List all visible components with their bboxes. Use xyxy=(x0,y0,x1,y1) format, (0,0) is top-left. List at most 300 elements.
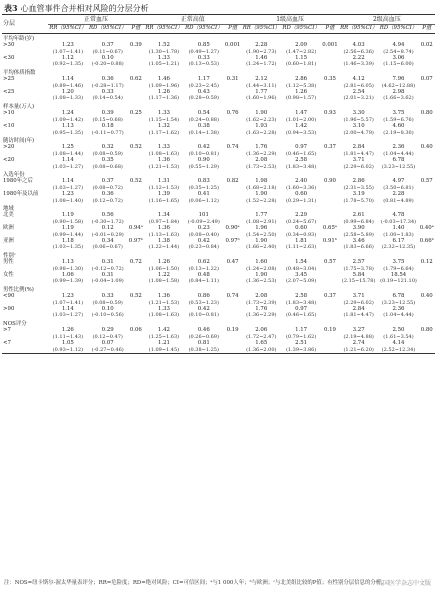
cell-ci: (0.13~1.22) xyxy=(188,265,219,272)
cell-value: 0.19 xyxy=(323,327,336,334)
cell-value: 0.97ᵇ xyxy=(225,238,240,244)
column-header: P值 xyxy=(321,25,339,33)
cell-ci: (1.08~1.63) xyxy=(148,312,180,319)
row-label: 欧洲 xyxy=(3,225,14,232)
cell-ci: (1.21~1.53) xyxy=(148,299,180,306)
cell-value: 0.52 xyxy=(129,293,142,300)
section-spacer xyxy=(48,136,435,144)
table-row xyxy=(2,327,435,340)
table-row xyxy=(2,123,435,136)
cell-ci: (0.14~0.54) xyxy=(92,95,123,102)
table-cell xyxy=(128,238,144,251)
cell-ci: (1.24~2.08) xyxy=(246,265,277,272)
cell-value: 2.28 xyxy=(255,42,268,49)
cell-value: 0.93 xyxy=(323,110,336,117)
cell-ci: (1.83~6.66) xyxy=(343,244,374,251)
table-body xyxy=(2,33,435,353)
table-cell xyxy=(418,306,435,319)
cell-value: 1.90 xyxy=(255,191,268,198)
cell-value: 0.10 xyxy=(101,306,114,313)
cell-value: 1.76 xyxy=(255,306,268,313)
cell-value: 0.56 xyxy=(101,212,114,219)
table-cell xyxy=(281,55,321,68)
table-cell xyxy=(88,178,128,191)
cell-ci: (1.17~1.62) xyxy=(148,129,180,136)
table-cell xyxy=(418,144,435,157)
cell-value: 0.06 xyxy=(129,327,142,334)
cell-ci: (0.81~4.89) xyxy=(383,197,414,204)
row-label: <90 xyxy=(3,293,15,300)
table-cell xyxy=(128,55,144,68)
table-row xyxy=(2,89,435,102)
cell-value: 1.36 xyxy=(157,293,170,300)
table-cell xyxy=(224,55,242,68)
cell-value: 1.96 xyxy=(255,225,268,232)
cell-ci: (1.09~1.96) xyxy=(148,82,180,89)
cell-ci: (0.49~1.27) xyxy=(188,48,219,55)
group-header: 正常血压 xyxy=(48,15,144,25)
cell-value: 0.65ᵃ xyxy=(322,225,337,232)
cell-value: 3.75 xyxy=(392,110,405,117)
cell-ci: (1.25~1.63) xyxy=(148,333,180,340)
cell-value: 1.39 xyxy=(157,191,170,198)
cell-value: 1.33 xyxy=(157,110,170,117)
cell-value: 1.54 xyxy=(295,259,308,266)
cell-ci: (0.94~3.53) xyxy=(285,129,317,136)
cell-value: 4.97 xyxy=(392,178,405,185)
column-header: RR（95%CI） xyxy=(145,25,183,32)
row-label: 1980年及以前 xyxy=(3,191,39,198)
cell-value: 2.12 xyxy=(255,76,268,83)
table-cell xyxy=(339,110,379,123)
table-cell xyxy=(224,340,242,353)
cell-value: 2.28 xyxy=(392,191,405,198)
table-row xyxy=(2,306,435,319)
column-header: RR（95%CI） xyxy=(242,25,280,32)
table-row xyxy=(2,293,435,306)
cell-value: 4.14 xyxy=(392,340,405,347)
table-cell xyxy=(339,157,379,170)
table-cell xyxy=(241,42,281,55)
table-row xyxy=(2,178,435,191)
cell-value: 3.45 xyxy=(295,272,308,279)
cell-value: 0.52 xyxy=(129,144,142,151)
cell-ci: (0.99~1.44) xyxy=(52,231,84,238)
row-label: 男性 xyxy=(3,259,14,266)
cell-ci: (-0.28~1.17) xyxy=(91,82,124,89)
cell-value: 1.05 xyxy=(61,340,74,347)
column-header: RD（95%CI） xyxy=(282,25,320,32)
cell-value: 1.42 xyxy=(295,123,308,130)
cell-value: 0.62 xyxy=(129,76,142,83)
table-cell xyxy=(88,327,128,340)
table-cell xyxy=(48,144,88,157)
cell-value: 1.14 xyxy=(61,306,74,313)
table-cell xyxy=(128,225,144,238)
cell-value: 1.77 xyxy=(255,212,268,219)
table-cell xyxy=(224,76,242,89)
table-cell xyxy=(48,259,88,272)
cell-ci: (1.83~3.48) xyxy=(285,163,317,170)
cell-ci: (1.06~1.50) xyxy=(148,265,180,272)
cell-value: 2.29 xyxy=(295,212,308,219)
table-row xyxy=(2,55,435,68)
table-cell xyxy=(48,42,88,55)
row-label: <25 xyxy=(3,89,15,96)
table-cell xyxy=(144,89,184,102)
cell-value: 1.36 xyxy=(157,225,170,232)
cell-value: 0.18 xyxy=(101,123,114,130)
table-cell xyxy=(418,212,435,225)
cell-value: 0.12 xyxy=(420,259,433,266)
cell-ci: (1.11~1.43) xyxy=(52,333,84,340)
cell-value: 0.25 xyxy=(129,110,142,117)
table-cell xyxy=(241,259,281,272)
cell-ci: (0.06~0.67) xyxy=(92,244,123,251)
table-cell xyxy=(281,225,321,238)
cell-ci: (2.56~6.36) xyxy=(343,48,374,55)
cell-value: 1.90 xyxy=(255,110,268,117)
cell-value: 1.65 xyxy=(255,340,268,347)
table-cell xyxy=(144,191,184,204)
table-cell xyxy=(128,293,144,306)
cell-value: 1.20 xyxy=(61,89,74,96)
table-cell xyxy=(184,55,224,68)
cell-value: 2.58 xyxy=(295,157,308,164)
cell-ci: (0.55~1.29) xyxy=(188,163,219,170)
row-label: <10 xyxy=(3,123,15,130)
table-cell xyxy=(418,55,435,68)
cell-value: 1.47 xyxy=(295,110,308,117)
cell-value: 0.07 xyxy=(420,76,433,83)
table-cell xyxy=(281,191,321,204)
cell-ci: (1.72~2.47) xyxy=(246,333,277,340)
table-cell xyxy=(339,327,379,340)
table-cell xyxy=(321,89,339,102)
cell-ci: (1.04~4.44) xyxy=(383,150,414,157)
cell-ci: (3.23~12.55) xyxy=(381,163,416,170)
cell-value: 4.78 xyxy=(392,212,405,219)
cell-value: 1.21 xyxy=(157,340,170,347)
cell-value: 1.77 xyxy=(255,89,268,96)
table-cell xyxy=(281,238,321,251)
table-cell xyxy=(281,178,321,191)
table-cell xyxy=(339,238,379,251)
cell-value: 2.84 xyxy=(352,144,365,151)
table-cell xyxy=(321,293,339,306)
cell-value: 2.61 xyxy=(352,212,365,219)
cell-ci: (1.60~3.36) xyxy=(285,184,317,191)
cell-ci: (1.16~1.65) xyxy=(148,197,180,204)
table-cell xyxy=(88,157,128,170)
cell-value: 6.78 xyxy=(392,157,405,164)
cell-ci: (0.35~1.25) xyxy=(188,184,219,191)
cell-value: 0.42 xyxy=(197,144,210,151)
cell-ci: (1.81~4.47) xyxy=(343,150,374,157)
table-cell xyxy=(418,259,435,272)
cell-ci: (1.60~1.96) xyxy=(246,95,277,102)
cell-ci: (1.12~1.53) xyxy=(148,184,180,191)
column-header: RD（95%CI） xyxy=(88,25,127,32)
table-cell xyxy=(418,76,435,89)
cell-ci: (0.08~0.40) xyxy=(188,231,219,238)
table-cell xyxy=(128,340,144,353)
table-cell xyxy=(339,272,379,285)
cell-value: 0.12 xyxy=(101,225,114,232)
table-cell xyxy=(144,238,184,251)
section-label: 样本量(万人) xyxy=(3,103,35,110)
table-title-text: 心血管事件合并相对风险的分层分析 xyxy=(20,4,149,13)
cell-value: 1.14 xyxy=(61,76,74,83)
cell-value: 1.76 xyxy=(255,144,268,151)
column-header: RR（95%CI） xyxy=(340,25,378,32)
cell-ci: (2.19~4.88) xyxy=(343,333,374,340)
cell-ci: (1.59~6.76) xyxy=(383,116,414,123)
cell-ci: (1.09~1.45) xyxy=(148,346,180,353)
cell-ci: (0.08~0.59) xyxy=(92,150,123,157)
cell-value: 1.98 xyxy=(255,178,268,185)
column-header: P值 xyxy=(128,25,144,33)
cell-ci: (0.08~0.59) xyxy=(92,299,123,306)
cell-ci: (0.98~1.30) xyxy=(52,265,84,272)
cell-value: 0.40ᵃ xyxy=(419,225,434,232)
column-header: P值 xyxy=(224,25,242,33)
cell-ci: (0.48~3.04) xyxy=(285,265,317,272)
cell-value: 0.36 xyxy=(101,76,114,83)
cell-value: 0.37 xyxy=(101,178,114,185)
cell-ci: (0.15~0.68) xyxy=(92,116,123,123)
table-cell xyxy=(281,340,321,353)
cell-value: 2.36 xyxy=(392,144,405,151)
cell-value: 0.37 xyxy=(323,144,336,151)
cell-ci: (0.14~1.38) xyxy=(188,129,219,136)
cell-ci: (2.52~12.34) xyxy=(381,346,416,353)
cell-value: 0.37 xyxy=(323,293,336,300)
table-cell xyxy=(379,327,419,340)
section-row xyxy=(2,68,435,76)
table-cell xyxy=(48,306,88,319)
cell-value: 0.001 xyxy=(224,42,241,49)
cell-ci: (0.10~0.81) xyxy=(188,150,219,157)
table-title xyxy=(4,3,149,14)
cell-value: 0.85 xyxy=(197,42,210,49)
table-cell xyxy=(379,110,419,123)
table-cell xyxy=(281,144,321,157)
table-cell xyxy=(224,225,242,238)
table-cell xyxy=(88,225,128,238)
table-cell xyxy=(281,259,321,272)
row-label: 亚洲 xyxy=(3,238,14,244)
cell-value: 1.26 xyxy=(157,259,170,266)
table-row xyxy=(2,272,435,285)
table-cell xyxy=(88,306,128,319)
table-row xyxy=(2,259,435,272)
table-cell xyxy=(321,212,339,225)
cell-value: 0.83 xyxy=(197,178,210,185)
cell-ci: (1.36~2.00) xyxy=(246,346,277,353)
cell-value: 0.76 xyxy=(226,110,239,117)
cell-value: 1.46 xyxy=(157,76,170,83)
table-cell xyxy=(184,144,224,157)
table-cell xyxy=(281,306,321,319)
section-row xyxy=(2,204,435,212)
cell-value: 1.81 xyxy=(295,238,308,244)
cell-value: 3.90 xyxy=(352,225,365,232)
section-label: 平均体质指数 xyxy=(3,69,36,76)
table-cell xyxy=(339,340,379,353)
cell-value: 1.12 xyxy=(61,55,74,62)
data-table xyxy=(2,14,435,354)
table-cell xyxy=(128,42,144,55)
cell-value: 1.25 xyxy=(61,144,74,151)
cell-ci: (0.46~1.65) xyxy=(285,150,317,157)
table-footnote: 注：NOS=纽卡斯尔-渥太华量表评分；RR=危险度；RD=绝对风险；CI=可信区间；ᵃ与1 000人年；ᵇ与欧洲；ᶜ与北美组比较的P值；有性别分层信息的分析。 xyxy=(4,580,387,586)
table-cell xyxy=(48,212,88,225)
table-cell xyxy=(321,327,339,340)
table-cell xyxy=(48,327,88,340)
cell-value: 2.86 xyxy=(352,178,365,185)
table-cell xyxy=(144,225,184,238)
table-cell xyxy=(224,144,242,157)
cell-value: 0.40 xyxy=(420,293,433,300)
table-cell xyxy=(144,76,184,89)
cell-value: 0.33 xyxy=(101,89,114,96)
row-label: <20 xyxy=(3,157,15,164)
cell-ci: (0.60~1.81) xyxy=(285,61,317,68)
cell-ci: (1.03~1.27) xyxy=(52,184,84,191)
table-cell xyxy=(379,144,419,157)
table-cell xyxy=(184,157,224,170)
table-cell xyxy=(184,76,224,89)
cell-ci: (1.13~1.63) xyxy=(148,231,180,238)
table-cell xyxy=(241,89,281,102)
cell-value: 1.06 xyxy=(61,272,74,279)
cell-ci: (1.52~2.28) xyxy=(246,197,277,204)
cell-ci: (2.54~8.74) xyxy=(383,48,414,55)
cell-value: 1.15 xyxy=(295,55,308,62)
table-cell xyxy=(88,191,128,204)
cell-value: 1.93 xyxy=(255,123,268,130)
cell-ci: (1.39~3.86) xyxy=(285,346,317,353)
table-row xyxy=(2,212,435,225)
cell-value: 1.60 xyxy=(255,259,268,266)
cell-ci: (1.24~1.72) xyxy=(246,61,277,68)
table-cell xyxy=(128,212,144,225)
cell-value: 1.14 xyxy=(61,157,74,164)
table-cell xyxy=(241,340,281,353)
table-cell xyxy=(88,259,128,272)
cell-ci: (0.99~1.39) xyxy=(52,278,84,285)
table-cell xyxy=(144,110,184,123)
table-cell xyxy=(88,293,128,306)
cell-value: 2.84 xyxy=(352,306,365,313)
cell-ci: (0.08~0.72) xyxy=(92,184,123,191)
table-cell xyxy=(379,212,419,225)
table-cell xyxy=(339,225,379,238)
cell-value: 0.86 xyxy=(197,293,210,300)
cell-value: 3.30 xyxy=(352,110,365,117)
table-cell xyxy=(241,327,281,340)
table-cell xyxy=(184,293,224,306)
table-cell xyxy=(379,340,419,353)
cell-value: 0.41 xyxy=(197,191,210,198)
section-label: 男性比例(%) xyxy=(3,286,34,293)
section-spacer xyxy=(48,102,435,110)
column-header-row xyxy=(2,25,435,33)
section-spacer xyxy=(48,251,435,259)
table-cell xyxy=(48,89,88,102)
cell-ci: (0.28~0.59) xyxy=(188,95,219,102)
cell-ci: (1.61~3.54) xyxy=(383,333,414,340)
cell-value: 0.33 xyxy=(197,55,210,62)
table-cell xyxy=(184,89,224,102)
group-header: 1级高血压 xyxy=(241,15,338,25)
table-cell xyxy=(281,272,321,285)
cell-ci: (0.53~1.23) xyxy=(188,299,219,306)
cell-value: 0.23 xyxy=(197,225,210,232)
table-cell xyxy=(379,225,419,238)
table-cell xyxy=(321,259,339,272)
cell-ci: (0.89~1.46) xyxy=(52,82,84,89)
table-cell xyxy=(321,123,339,136)
cell-ci: (1.15~6.00) xyxy=(383,61,414,68)
cell-ci: (0.11~0.67) xyxy=(92,48,123,55)
cell-ci: (1.44~3.11) xyxy=(246,82,277,89)
cell-value: 6.17 xyxy=(392,238,405,244)
table-cell xyxy=(144,157,184,170)
table-cell xyxy=(144,327,184,340)
table-cell xyxy=(418,327,435,340)
table-cell xyxy=(379,178,419,191)
table-cell xyxy=(321,157,339,170)
cell-value: 1.40 xyxy=(392,225,405,232)
table-cell xyxy=(128,272,144,285)
cell-ci: (-0.12~0.72) xyxy=(91,265,124,272)
row-label: 女性 xyxy=(3,272,14,279)
cell-value: 1.18 xyxy=(61,238,74,244)
cell-value: 1.23 xyxy=(61,191,74,198)
table-cell xyxy=(321,42,339,55)
table-cell xyxy=(224,212,242,225)
table-cell xyxy=(321,191,339,204)
cell-ci: (1.36~2.53) xyxy=(246,278,277,285)
column-header: RD（95%CI） xyxy=(379,25,418,32)
table-cell xyxy=(184,272,224,285)
cell-value: 0.19 xyxy=(226,327,239,334)
table-cell xyxy=(48,110,88,123)
table-cell xyxy=(241,306,281,319)
cell-value: 2.36 xyxy=(392,306,405,313)
table-cell xyxy=(321,76,339,89)
cell-value: 2.50 xyxy=(392,327,405,334)
cell-value: 3.71 xyxy=(352,293,365,300)
cell-value: 0.40 xyxy=(420,144,433,151)
table-cell xyxy=(144,55,184,68)
cell-ci: (1.83~3.48) xyxy=(285,299,317,306)
cell-value: 6.78 xyxy=(392,293,405,300)
table-cell xyxy=(128,178,144,191)
table-cell xyxy=(321,55,339,68)
table-cell xyxy=(48,340,88,353)
cell-ci: (1.03~1.35) xyxy=(52,244,84,251)
cell-ci: (1.17~1.36) xyxy=(148,95,180,102)
table-cell xyxy=(48,157,88,170)
table-cell xyxy=(128,327,144,340)
watermark-text: 英国医学杂志中文版 xyxy=(376,580,431,587)
section-label: 平均年龄(岁) xyxy=(3,35,35,42)
table-cell xyxy=(418,89,435,102)
table-row xyxy=(2,76,435,89)
